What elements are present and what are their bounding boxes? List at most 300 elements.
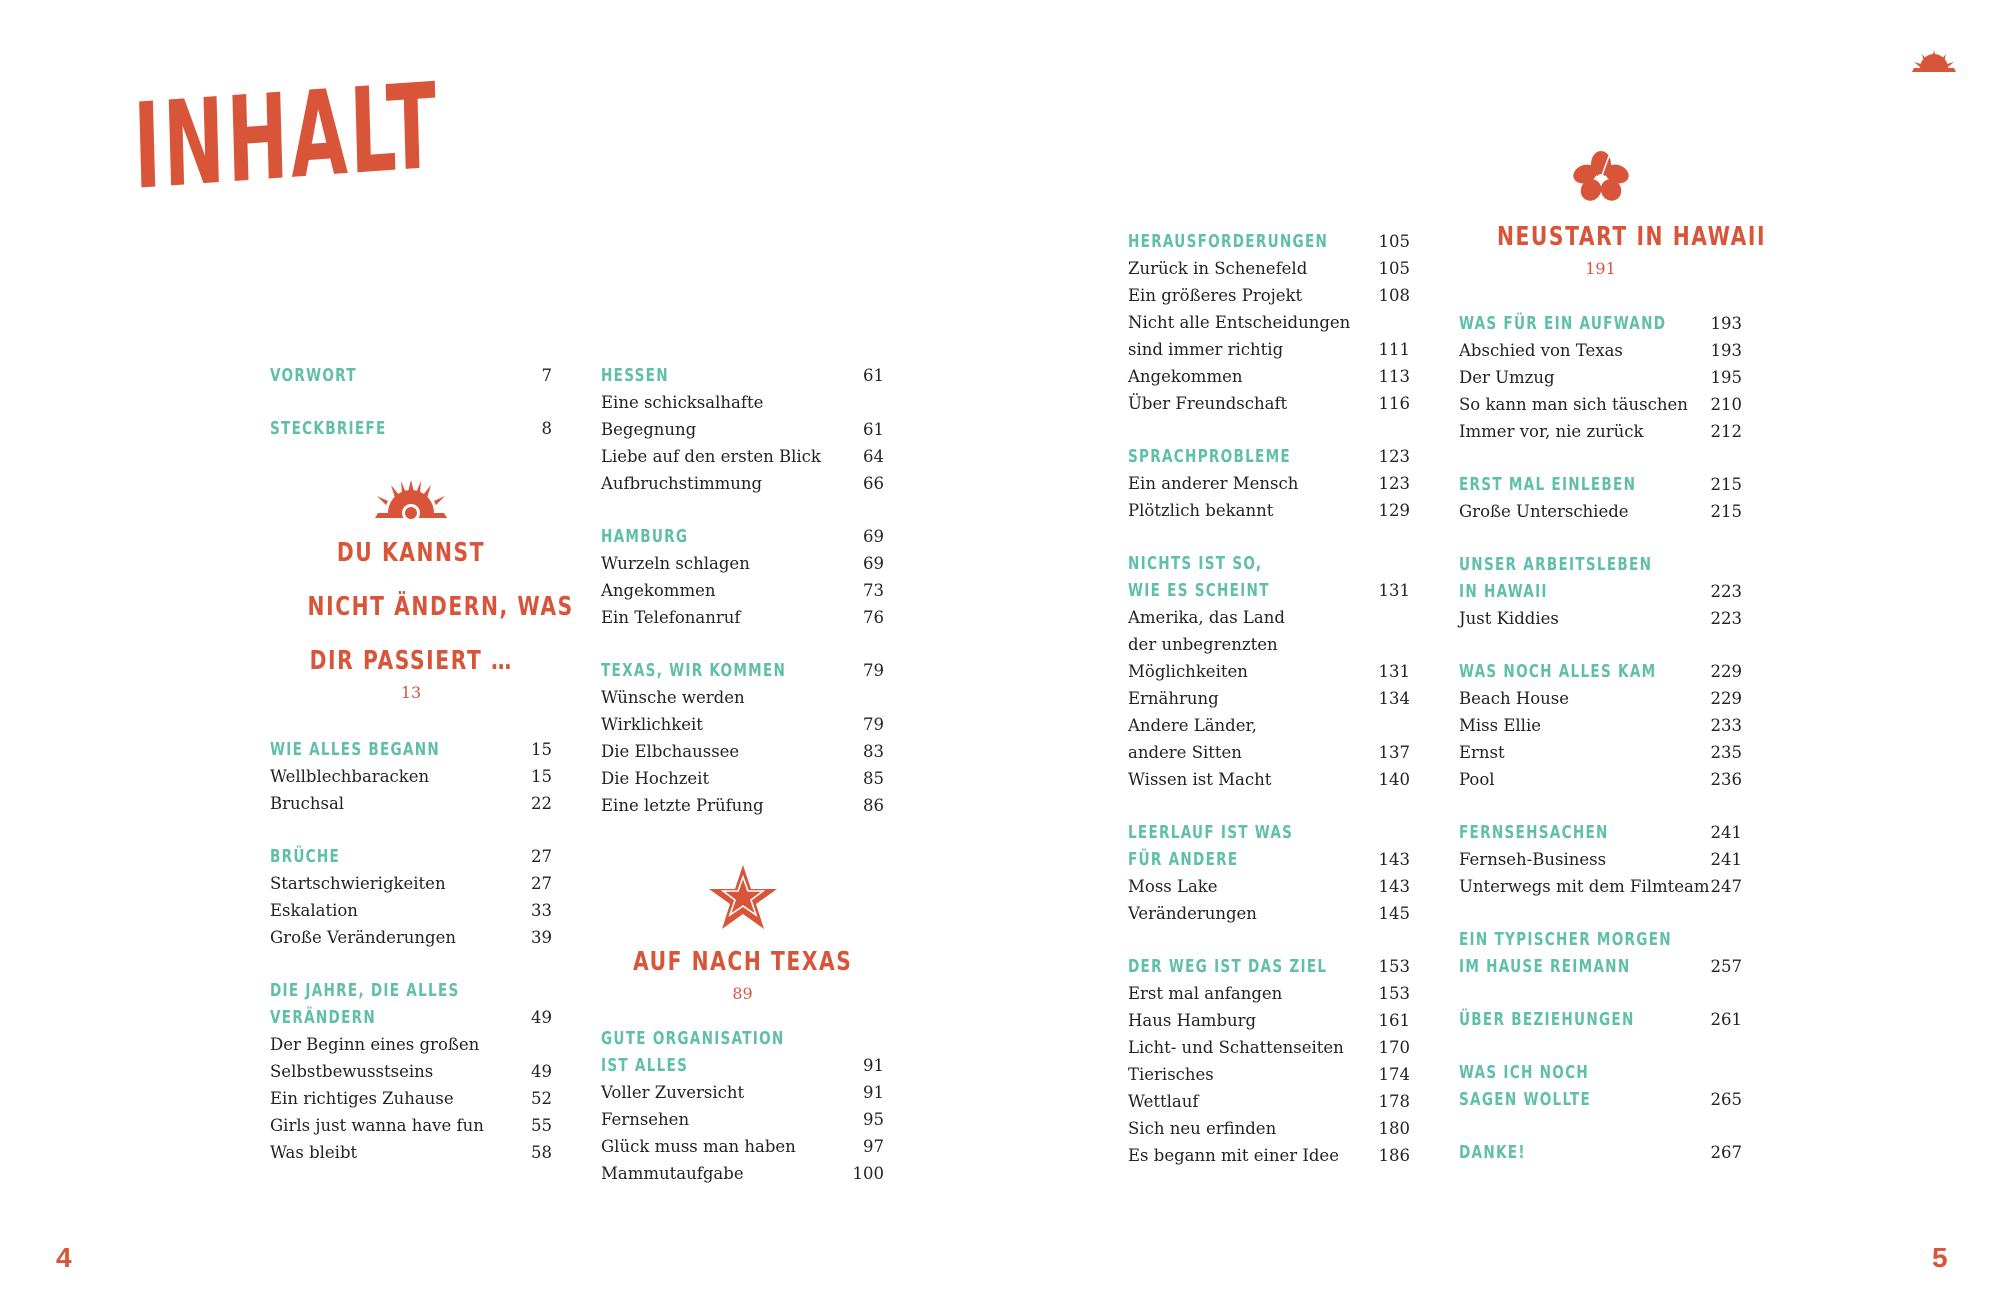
- toc-heading-row[interactable]: [1128, 228, 1410, 255]
- entry-title: Fernseh-Business: [1459, 850, 1607, 869]
- section-page: 229: [1710, 662, 1742, 681]
- toc-column-3: [1128, 228, 1410, 1169]
- entry-page: 229: [1710, 689, 1742, 708]
- entry-title: Pool: [1459, 770, 1495, 789]
- section-heading: NICHTS IST SO,: [1128, 553, 1263, 574]
- section-page: 143: [1378, 850, 1410, 869]
- entry-title: Eine schicksalhafte Begegnung: [601, 393, 764, 439]
- toc-heading-row[interactable]: [1128, 819, 1410, 846]
- entry-title: Es begann mit einer Idee: [1128, 1146, 1339, 1165]
- entry-page: 116: [1378, 394, 1410, 413]
- entry-title: Amerika, das Land: [1128, 608, 1285, 627]
- toc-entry[interactable]: [1128, 1115, 1410, 1142]
- toc-entry[interactable]: [1128, 309, 1410, 336]
- entry-page: 39: [531, 928, 552, 947]
- section-page: 69: [863, 527, 884, 546]
- toc-section: [1459, 819, 1742, 900]
- toc-heading-row[interactable]: [601, 657, 884, 684]
- entry-page: 212: [1710, 422, 1742, 441]
- toc-heading-row[interactable]: [601, 1025, 884, 1052]
- toc-entry[interactable]: [270, 924, 552, 951]
- entry-page: 58: [531, 1143, 552, 1162]
- entry-page: 235: [1710, 743, 1742, 762]
- section-page: 257: [1710, 957, 1742, 976]
- toc-entry[interactable]: [601, 684, 884, 711]
- section-page: 153: [1378, 957, 1410, 976]
- toc-entry[interactable]: [270, 790, 552, 817]
- toc-entry[interactable]: [270, 1031, 552, 1058]
- entry-title: Große Veränderungen: [270, 928, 456, 947]
- toc-heading-row[interactable]: [270, 362, 552, 389]
- toc-heading-row[interactable]: [1459, 578, 1742, 605]
- toc-heading-row[interactable]: [1128, 953, 1410, 980]
- toc-entry[interactable]: [1128, 390, 1410, 417]
- toc-entry[interactable]: [1459, 712, 1742, 739]
- entry-page: 180: [1378, 1119, 1410, 1138]
- toc-entry[interactable]: [1128, 685, 1410, 712]
- toc-entry[interactable]: [601, 443, 884, 470]
- entry-title: Erst mal anfangen: [1128, 984, 1283, 1003]
- section-page: 105: [1378, 232, 1410, 251]
- feature-title-line: [1459, 210, 1767, 264]
- entry-title: Wirklichkeit: [601, 715, 703, 734]
- toc-entry[interactable]: [1459, 873, 1742, 900]
- toc-heading-row[interactable]: [270, 977, 552, 1004]
- entry-title: Andere Länder,: [1128, 716, 1257, 735]
- toc-entry[interactable]: [1128, 900, 1410, 927]
- toc-section: [601, 1025, 884, 1187]
- toc-entry[interactable]: [1459, 605, 1742, 632]
- entry-title: Fernsehen: [601, 1110, 690, 1129]
- toc-heading-row[interactable]: [601, 1052, 884, 1079]
- toc-heading-row[interactable]: [601, 362, 884, 389]
- entry-title: sind immer richtig: [1128, 340, 1284, 359]
- section-page: 7: [541, 366, 552, 385]
- entry-page: 61: [863, 420, 884, 439]
- toc-entry[interactable]: [601, 792, 884, 819]
- section-heading: HERAUSFORDERUNGEN: [1128, 231, 1329, 252]
- entry-title: Beach House: [1459, 689, 1570, 708]
- toc-entry[interactable]: [1459, 766, 1742, 793]
- toc-entry[interactable]: [601, 765, 884, 792]
- toc-heading-row[interactable]: [1459, 1006, 1742, 1033]
- toc-section: [1128, 550, 1410, 793]
- entry-page: 131: [1378, 662, 1410, 681]
- section-page: 223: [1710, 582, 1742, 601]
- toc-entry[interactable]: [601, 711, 884, 738]
- toc-entry[interactable]: [601, 1106, 884, 1133]
- entry-page: 161: [1378, 1011, 1410, 1030]
- toc-section: [1128, 443, 1410, 524]
- entry-title: Just Kiddies: [1459, 609, 1559, 628]
- entry-page: 137: [1378, 743, 1410, 762]
- toc-entry[interactable]: [601, 389, 884, 443]
- toc-heading-row[interactable]: [1459, 310, 1742, 337]
- entry-page: 113: [1378, 367, 1410, 386]
- entry-title: andere Sitten: [1128, 743, 1242, 762]
- section-heading: HAMBURG: [601, 526, 689, 547]
- entry-title: Der Umzug: [1459, 368, 1555, 387]
- toc-entry[interactable]: [601, 577, 884, 604]
- entry-title: Angekommen: [1128, 367, 1243, 386]
- entry-title: Wellblechbaracken: [270, 767, 430, 786]
- feature-page: 191: [1585, 259, 1616, 278]
- entry-title: Wissen ist Macht: [1128, 770, 1272, 789]
- section-page: 267: [1710, 1143, 1742, 1162]
- entry-page: 33: [531, 901, 552, 920]
- section-heading: WAS ICH NOCH: [1459, 1062, 1589, 1083]
- entry-title: Immer vor, nie zurück: [1459, 422, 1644, 441]
- toc-entry[interactable]: [1128, 363, 1410, 390]
- toc-section: [1128, 228, 1410, 417]
- toc-heading-row[interactable]: [1459, 953, 1742, 980]
- entry-title: Abschied von Texas: [1459, 341, 1623, 360]
- feature-title: DIR PASSIERT …: [309, 646, 513, 676]
- toc-heading-row[interactable]: [1459, 551, 1742, 578]
- entry-page: 22: [531, 794, 552, 813]
- toc-sections: [270, 736, 552, 1166]
- entry-page: 143: [1378, 877, 1410, 896]
- entry-page: 105: [1378, 259, 1410, 278]
- entry-title: Zurück in Schenefeld: [1128, 259, 1308, 278]
- toc-entry[interactable]: [601, 738, 884, 765]
- star-icon: [707, 863, 779, 933]
- section-page: 193: [1710, 314, 1742, 333]
- section-heading: FÜR ANDERE: [1128, 849, 1239, 870]
- toc-entry[interactable]: [1128, 1007, 1410, 1034]
- entry-page: 91: [863, 1083, 884, 1102]
- entry-title: Nicht alle Entscheidungen: [1128, 313, 1351, 332]
- entry-title: Liebe auf den ersten Blick: [601, 447, 821, 466]
- section-heading: WAS NOCH ALLES KAM: [1459, 661, 1657, 682]
- section-heading: STECKBRIEFE: [270, 418, 387, 439]
- entry-page: 86: [863, 796, 884, 815]
- toc-column-2: [601, 362, 884, 1187]
- entry-page: 55: [531, 1116, 552, 1135]
- section-page: 49: [531, 1008, 552, 1027]
- entry-page: 174: [1378, 1065, 1410, 1084]
- sun-corner-icon: [1908, 48, 1960, 74]
- entry-title: Große Unterschiede: [1459, 502, 1629, 521]
- entry-page: 83: [863, 742, 884, 761]
- toc-entry[interactable]: [1128, 631, 1410, 658]
- toc-entry[interactable]: [270, 1112, 552, 1139]
- entry-page: 52: [531, 1089, 552, 1108]
- toc-entry[interactable]: [1459, 418, 1742, 445]
- toc-entry[interactable]: [1128, 658, 1410, 685]
- entry-page: 153: [1378, 984, 1410, 1003]
- entry-page: 49: [531, 1062, 552, 1081]
- toc-heading-row[interactable]: [270, 1004, 552, 1031]
- toc-entry[interactable]: [1128, 604, 1410, 631]
- toc-entry[interactable]: [1459, 337, 1742, 364]
- section-heading: FERNSEHSACHEN: [1459, 822, 1609, 843]
- toc-heading-row[interactable]: [270, 736, 552, 763]
- toc-section: [1459, 1006, 1742, 1033]
- toc-section: [270, 415, 552, 442]
- entry-page: 178: [1378, 1092, 1410, 1111]
- feature-title-line: [270, 634, 552, 688]
- entry-title: Über Freundschaft: [1128, 394, 1288, 413]
- section-page: 79: [863, 661, 884, 680]
- entry-title: Ein anderer Mensch: [1128, 474, 1299, 493]
- toc-top-sections: [270, 362, 552, 442]
- sunrise-icon: [371, 480, 451, 520]
- toc-entry[interactable]: [1128, 336, 1410, 363]
- toc-section: [601, 362, 884, 497]
- toc-entry[interactable]: [601, 550, 884, 577]
- toc-heading-row[interactable]: [1128, 443, 1410, 470]
- entry-page: 69: [863, 554, 884, 573]
- toc-heading-row[interactable]: [1128, 577, 1410, 604]
- entry-page: 233: [1710, 716, 1742, 735]
- entry-page: 79: [863, 715, 884, 734]
- section-heading: UNSER ARBEITSLEBEN: [1459, 554, 1653, 575]
- toc-entry[interactable]: [1128, 980, 1410, 1007]
- entry-title: Wettlauf: [1128, 1092, 1199, 1111]
- chapter-feature: [270, 480, 574, 704]
- section-page: 91: [863, 1056, 884, 1075]
- section-heading: EIN TYPISCHER MORGEN: [1459, 929, 1672, 950]
- toc-entry[interactable]: [270, 1139, 552, 1166]
- toc-section: [1128, 953, 1410, 1169]
- section-heading: VERÄNDERN: [270, 1007, 377, 1028]
- toc-entry[interactable]: [1128, 255, 1410, 282]
- entry-title: Die Hochzeit: [601, 769, 710, 788]
- entry-title: Ein größeres Projekt: [1128, 286, 1303, 305]
- entry-title: Ernährung: [1128, 689, 1219, 708]
- toc-entry[interactable]: [270, 870, 552, 897]
- entry-title: Die Elbchaussee: [601, 742, 740, 761]
- section-heading: VORWORT: [270, 365, 357, 386]
- section-page: 215: [1710, 475, 1742, 494]
- entry-page: 247: [1710, 877, 1742, 896]
- section-heading: IST ALLES: [601, 1055, 689, 1076]
- toc-section: [270, 977, 552, 1166]
- entry-page: 186: [1378, 1146, 1410, 1165]
- toc-entry[interactable]: [1128, 1142, 1410, 1169]
- section-heading: TEXAS, WIR KOMMEN: [601, 660, 787, 681]
- toc-section: [1459, 658, 1742, 793]
- feature-page: 89: [732, 984, 753, 1003]
- feature-title: AUF NACH TEXAS: [632, 947, 853, 977]
- section-page: 15: [531, 740, 552, 759]
- toc-entry[interactable]: [270, 763, 552, 790]
- section-heading: ÜBER BEZIEHUNGEN: [1459, 1009, 1635, 1030]
- toc-heading-row[interactable]: [1459, 819, 1742, 846]
- toc-section: [1459, 310, 1742, 445]
- toc-heading-row[interactable]: [1459, 926, 1742, 953]
- entry-page: 66: [863, 474, 884, 493]
- entry-page: 241: [1710, 850, 1742, 869]
- toc-entry[interactable]: [1128, 766, 1410, 793]
- entry-page: 97: [863, 1137, 884, 1156]
- section-page: 8: [541, 419, 552, 438]
- entry-page: 27: [531, 874, 552, 893]
- toc-entry[interactable]: [270, 1085, 552, 1112]
- section-heading: HESSEN: [601, 365, 669, 386]
- toc-entry[interactable]: [1128, 712, 1410, 739]
- toc-entry[interactable]: [270, 897, 552, 924]
- feature-page: 13: [400, 683, 422, 702]
- entry-title: Bruchsal: [270, 794, 345, 813]
- entry-page: 210: [1710, 395, 1742, 414]
- toc-entry[interactable]: [1459, 846, 1742, 873]
- toc-column-4: [1459, 310, 1742, 1166]
- entry-title: Glück muss man haben: [601, 1137, 796, 1156]
- toc-entry[interactable]: [601, 1079, 884, 1106]
- entry-title: Ernst: [1459, 743, 1505, 762]
- toc-heading-row[interactable]: [1459, 1086, 1742, 1113]
- entry-title: Haus Hamburg: [1128, 1011, 1257, 1030]
- toc-entry[interactable]: [601, 1160, 884, 1187]
- toc-entry[interactable]: [1128, 1061, 1410, 1088]
- feature-title: NEUSTART IN HAWAII: [1496, 222, 1767, 252]
- entry-title: Licht- und Schattenseiten: [1128, 1038, 1344, 1057]
- section-heading: SPRACHPROBLEME: [1128, 446, 1291, 467]
- entry-page: 76: [863, 608, 884, 627]
- entry-title: der unbegrenzten: [1128, 635, 1278, 654]
- toc-entry[interactable]: [1459, 391, 1742, 418]
- entry-title: Möglichkeiten: [1128, 662, 1248, 681]
- toc-entry[interactable]: [1128, 739, 1410, 766]
- feature-title: NICHT ÄNDERN, WAS: [307, 592, 574, 622]
- entry-title: Veränderungen: [1128, 904, 1257, 923]
- entry-title: Wurzeln schlagen: [601, 554, 750, 573]
- toc-heading-row[interactable]: [270, 415, 552, 442]
- entry-title: Plötzlich bekannt: [1128, 501, 1274, 520]
- section-heading: LEERLAUF IST WAS: [1128, 822, 1294, 843]
- section-page: 123: [1378, 447, 1410, 466]
- section-heading: WAS FÜR EIN AUFWAND: [1459, 313, 1667, 334]
- section-page: 27: [531, 847, 552, 866]
- toc-section: [1128, 819, 1410, 927]
- entry-page: 123: [1378, 474, 1410, 493]
- entry-page: 111: [1378, 340, 1410, 359]
- entry-page: 64: [863, 447, 884, 466]
- entry-page: 195: [1710, 368, 1742, 387]
- page-number-left: 4: [56, 1242, 72, 1273]
- entry-page: 95: [863, 1110, 884, 1129]
- section-page: 131: [1378, 581, 1410, 600]
- toc-entry[interactable]: [601, 1133, 884, 1160]
- section-page: 265: [1710, 1090, 1742, 1109]
- section-heading: DER WEG IST DAS ZIEL: [1128, 956, 1328, 977]
- toc-entry[interactable]: [1128, 497, 1410, 524]
- toc-entry[interactable]: [1128, 1088, 1410, 1115]
- toc-section: [270, 736, 552, 817]
- toc-entry[interactable]: [1459, 739, 1742, 766]
- entry-page: 108: [1378, 286, 1410, 305]
- page-title: INHALT: [131, 56, 441, 216]
- section-heading: BRÜCHE: [270, 846, 341, 867]
- entry-page: 129: [1378, 501, 1410, 520]
- toc-sections: [601, 1025, 884, 1187]
- toc-column-1: [270, 362, 574, 1166]
- entry-page: 223: [1710, 609, 1742, 628]
- section-page: 241: [1710, 823, 1742, 842]
- entry-page: 215: [1710, 502, 1742, 521]
- entry-title: So kann man sich täuschen: [1459, 395, 1688, 414]
- toc-heading-row[interactable]: [1459, 1139, 1742, 1166]
- entry-title: Mammutaufgabe: [601, 1164, 744, 1183]
- entry-title: Miss Ellie: [1459, 716, 1541, 735]
- feature-title-line: [601, 935, 884, 989]
- toc-heading-row[interactable]: [1128, 846, 1410, 873]
- section-heading: IM HAUSE REIMANN: [1459, 956, 1631, 977]
- entry-title: Selbstbewusstseins: [270, 1062, 434, 1081]
- entry-title: Startschwierigkeiten: [270, 874, 446, 893]
- entry-title: Sich neu erfinden: [1128, 1119, 1277, 1138]
- entry-title: Voller Zuversicht: [601, 1083, 745, 1102]
- toc-entry[interactable]: [601, 604, 884, 631]
- entry-title: Ein Telefonanruf: [601, 608, 741, 627]
- entry-title: Tierisches: [1128, 1065, 1214, 1084]
- toc-heading-row[interactable]: [1459, 471, 1742, 498]
- entry-title: Girls just wanna have fun: [270, 1116, 484, 1135]
- toc-heading-row[interactable]: [270, 843, 552, 870]
- toc-heading-row[interactable]: [601, 523, 884, 550]
- toc-entry[interactable]: [1459, 364, 1742, 391]
- entry-page: 236: [1710, 770, 1742, 789]
- toc-entry[interactable]: [1128, 470, 1410, 497]
- toc-section: [1459, 471, 1742, 525]
- entry-page: 193: [1710, 341, 1742, 360]
- entry-title: Wünsche werden: [601, 688, 745, 707]
- toc-section: [1459, 1139, 1742, 1166]
- entry-page: 140: [1378, 770, 1410, 789]
- chapter-feature: [1459, 150, 1767, 280]
- toc-heading-row[interactable]: [1459, 658, 1742, 685]
- entry-title: Ein richtiges Zuhause: [270, 1089, 454, 1108]
- toc-entry[interactable]: [1459, 685, 1742, 712]
- entry-title: Eine letzte Prüfung: [601, 796, 764, 815]
- feature-title-line: [270, 580, 574, 634]
- toc-entry[interactable]: [1128, 282, 1410, 309]
- entry-title: Aufbruchstimmung: [601, 474, 763, 493]
- section-heading: GUTE ORGANISATION: [601, 1028, 785, 1049]
- toc-heading-row[interactable]: [1128, 550, 1410, 577]
- entry-title: Was bleibt: [270, 1143, 358, 1162]
- toc-section: [1459, 1059, 1742, 1113]
- toc-section: [601, 523, 884, 631]
- entry-page: 73: [863, 581, 884, 600]
- entry-title: Eskalation: [270, 901, 358, 920]
- toc-entry[interactable]: [270, 1058, 552, 1085]
- section-heading: IN HAWAII: [1459, 581, 1548, 602]
- section-heading: WIE ALLES BEGANN: [270, 739, 441, 760]
- toc-entry[interactable]: [1128, 873, 1410, 900]
- entry-page: 15: [531, 767, 552, 786]
- section-heading: DIE JAHRE, DIE ALLES: [270, 980, 460, 1001]
- entry-title: Angekommen: [601, 581, 716, 600]
- section-page: 61: [863, 366, 884, 385]
- chapter-feature: [601, 863, 884, 1005]
- entry-page: 145: [1378, 904, 1410, 923]
- hibiscus-flower-icon: [1571, 150, 1631, 206]
- toc-section: [1459, 551, 1742, 632]
- toc-entry[interactable]: [1128, 1034, 1410, 1061]
- toc-heading-row[interactable]: [1459, 1059, 1742, 1086]
- toc-entry[interactable]: [601, 470, 884, 497]
- toc-section: [270, 362, 552, 389]
- section-heading: ERST MAL EINLEBEN: [1459, 474, 1637, 495]
- toc-entry[interactable]: [1459, 498, 1742, 525]
- section-heading: DANKE!: [1459, 1142, 1526, 1163]
- section-heading: WIE ES SCHEINT: [1128, 580, 1270, 601]
- entry-title: Unterwegs mit dem Filmteam: [1459, 877, 1710, 896]
- toc-section: [270, 843, 552, 951]
